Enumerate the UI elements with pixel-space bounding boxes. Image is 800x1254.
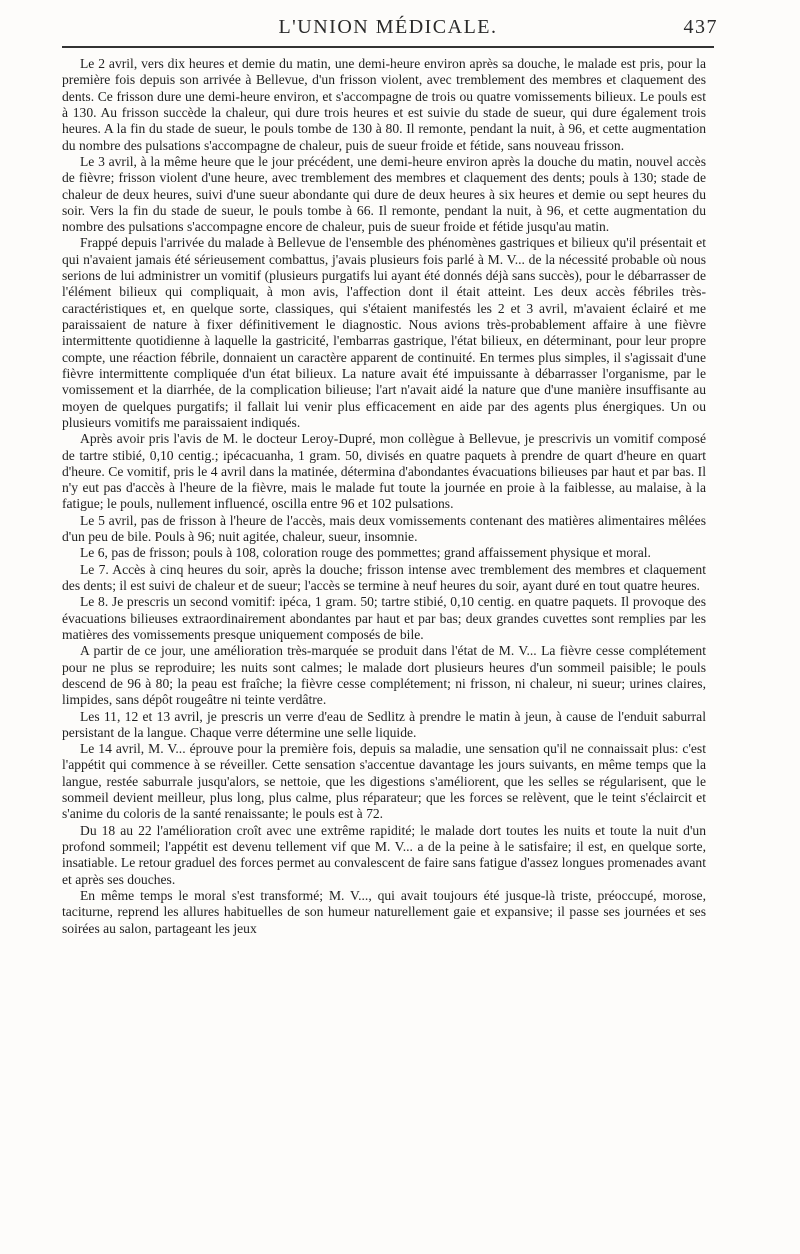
- paragraph: Après avoir pris l'avis de M. le docteur Leroy-Dupré, mon collègue à Bellevue, je prescrivis un vomitif composé de tartre stibié, 0,10 centig.; ipécacuanha, 1 gram. 50, divisés en quatre paquets à prendre de quart d'heure en quart d'heure. Ce vomitif, pris le 4 avril dans la matinée, détermina d'abondantes évacuations bilieuses par haut et par bas. Il n'y eut pas d'accès à l'heure de la fièvre, mais le malade fut toute la journée en proie à la faiblesse, au malaise, à la fatigue; le pouls, nullement influencé, oscilla entre 96 et 102 pulsations.: [62, 431, 706, 512]
- header-rule: [62, 46, 714, 48]
- paragraph: Frappé depuis l'arrivée du malade à Bellevue de l'ensemble des phénomènes gastriques et bilieux qu'il présentait et qui n'avaient jamais été sérieusement combattus, j'avais plusieurs fois parlé à M. V... de la nécessité probable où nous serions de lui administrer un vomitif (plusieurs purgatifs lui ayant été donnés déjà sans succès), pour le débarrasser de l'élément bilieux qui compliquait, à mon avis, l'affection dont il était atteint. Les deux accès fébriles très-caractéristiques et, en quelque sorte, classiques, qui s'étaient manifestés les 2 et 3 avril, m'avaient éclairé et me paraissaient de nature à fixer définitivement le diagnostic. Nous avions très-probablement affaire à une fièvre intermittente quotidienne à laquelle la gastricité, l'embarras gastrique, l'état bilieux, en déterminant, pour leur propre compte, une réaction fébrile, donnaient un caractère apparent de continuité. En termes plus simples, il s'agissait d'une fièvre intermittente compliquée d'un état bilieux. La nature avait été impuissante à débarrasser l'organisme, par le vomissement et la diarrhée, de la complication bilieuse; l'art n'avait aidé la nature que d'une manière insuffisante au moyen de quelques purgatifs; il fallait lui venir plus efficacement en aide par des agents plus énergiques. Un ou plusieurs vomitifs me paraissaient indiqués.: [62, 235, 706, 430]
- paragraph: En même temps le moral s'est transformé; M. V..., qui avait toujours été jusque-là triste, préoccupé, morose, taciturne, reprend les allures habituelles de son humeur naturellement gaie et expansive; il passe ses journées et ses soirées au salon, partageant les jeux: [62, 887, 706, 936]
- paragraph: Du 18 au 22 l'amélioration croît avec une extrême rapidité; le malade dort toutes les nuits et toute la nuit d'un profond sommeil; l'appétit est devenu tellement vif que M. V... a de la peine à le satisfaire; il est, en quelque sorte, insatiable. Le retour graduel des forces permet au convalescent de faire sans fatigue d'assez longues promenades avant et après ses douches.: [62, 822, 706, 887]
- running-header: [58, 16, 718, 46]
- paragraph: Le 8. Je prescris un second vomitif: ipéca, 1 gram. 50; tartre stibié, 0,10 centig. en quatre paquets. Il provoque des évacuations bilieuses extraordinairement abondantes par haut et par bas; deux grandes cuvettes sont remplies par les matières des vomissements presque uniquement composés de bile.: [62, 594, 706, 642]
- paragraph: Le 3 avril, à la même heure que le jour précédent, une demi-heure environ après la douche du matin, nouvel accès de fièvre; frisson violent d'une heure, avec tremblement des membres et claquement des dents; pouls à 130; stade de chaleur de deux heures, suivi d'une sueur abondante qui dure de deux heures à six heures et demie ou sept heures du soir. Vers la fin du stade de sueur, le pouls tombe à 66. Il remonte, pendant la nuit, à 96, et cette augmentation du nombre des pulsations s'accompagne encore de chaleur, puis de sueur froide et fétide jusqu'au matin.: [62, 153, 706, 235]
- paragraph: Le 6, pas de frisson; pouls à 108, coloration rouge des pommettes; grand affaissement physique et moral.: [80, 545, 651, 561]
- paragraph: Les 11, 12 et 13 avril, je prescris un verre d'eau de Sedlitz à prendre le matin à jeun, à cause de l'enduit saburral persistant de la langue. Chaque verre détermine une selle liquide.: [62, 708, 706, 740]
- paragraph: Le 5 avril, pas de frisson à l'heure de l'accès, mais deux vomissements contenant des matières alimentaires mêlées d'un peu de bile. Pouls à 96; nuit agitée, chaleur, sueur, insomnie.: [62, 512, 706, 545]
- journal-title: L'UNION MÉDICALE.: [278, 16, 498, 38]
- page-number: 437: [683, 16, 718, 38]
- paragraph: Le 7. Accès à cinq heures du soir, après la douche; frisson intense avec tremblement des membres et claquement des dents; il est suivi de chaleur et de sueur; l'accès se termine à neuf heures du soir, ayant duré en tout quatre heures.: [62, 561, 706, 593]
- paragraph: Le 2 avril, vers dix heures et demie du matin, une demi-heure environ après sa douche, le malade est pris, pour la première fois depuis son arrivée à Bellevue, d'un frisson violent, avec tremblement des membres et claquement des dents. Ce frisson dure une demi-heure environ, et s'accompagne de trois ou quatre vomissements bilieux. Le pouls est à 130. Au frisson succède la chaleur, qui dure trois heures et est suivie du stade de sueur, qui dure également trois heures. A la fin du stade de sueur, le pouls tombe de 130 à 80. Il remonte, pendant la nuit, à 96, et cette augmentation du nombre des pulsations s'accompagne de chaleur, puis de sueur froide et fétide, sans nouveau frisson.: [62, 56, 706, 153]
- article-body: [62, 56, 706, 937]
- paragraph: Le 14 avril, M. V... éprouve pour la première fois, depuis sa maladie, une sensation qu'il ne connaissait plus: c'est l'appétit qui commence à se réveiller. Cette sensation s'accentue davantage les jours suivants, en même temps que la langue, restée saburrale jusqu'alors, se nettoie, que les digestions s'améliorent, que les selles se régularisent, que le sommeil devient meilleur, plus long, plus calme, plus réparateur; que les forces se relèvent, que le teint s'éclaircit et s'anime du coloris de la santé renaissante; le pouls est à 72.: [62, 741, 706, 822]
- paragraph: A partir de ce jour, une amélioration très-marquée se produit dans l'état de M. V... La fièvre cesse complétement pour ne plus se reproduire; les nuits sont calmes; le malade dort plusieurs heures d'un sommeil paisible; le pouls descend de 96 à 80; la peau est fraîche; la fièvre cesse complétement; ni frisson, ni chaleur, ni sueur; urines claires, limpides, sans dépôt rougeâtre ni teinte verdâtre.: [62, 643, 706, 708]
